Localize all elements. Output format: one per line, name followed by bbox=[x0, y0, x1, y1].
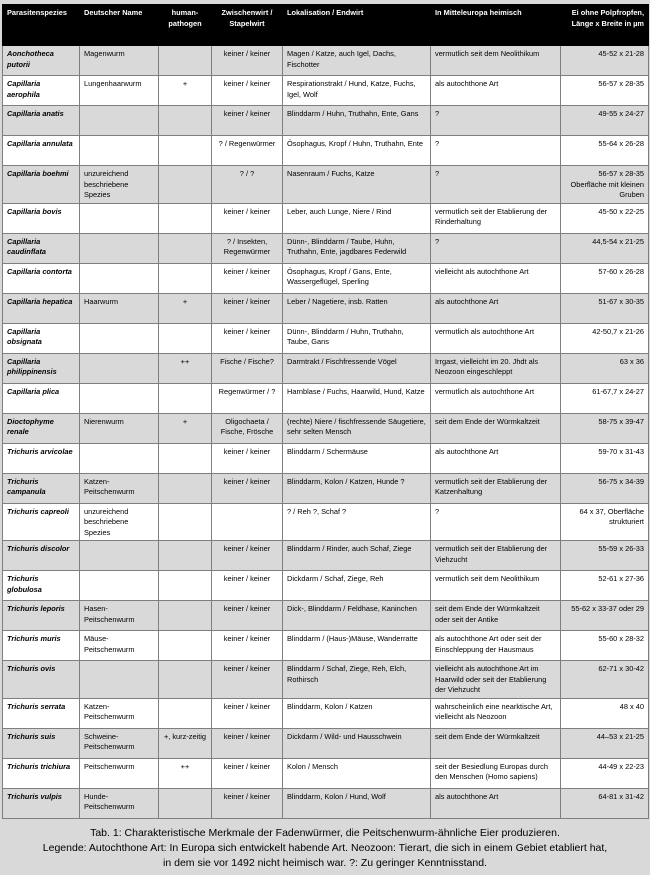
intermediate-host-cell: keiner / keiner bbox=[212, 601, 283, 631]
localisation-cell: Leber, auch Lunge, Niere / Rind bbox=[283, 203, 431, 233]
german-name-cell bbox=[80, 263, 159, 293]
localisation-cell: Blinddarm, Kolon / Hund, Wolf bbox=[283, 788, 431, 818]
human-pathogen-cell bbox=[159, 661, 212, 699]
german-name-cell: unzureichend beschriebene Spezies bbox=[80, 166, 159, 204]
native-cell: vielleicht als autochthone Art bbox=[431, 263, 561, 293]
localisation-cell: Leber / Nagetiere, insb. Ratten bbox=[283, 293, 431, 323]
egg-size-cell: 44-49 x 22-23 bbox=[561, 758, 649, 788]
species-cell: Trichuris discolor bbox=[3, 541, 80, 571]
intermediate-host-cell: keiner / keiner bbox=[212, 571, 283, 601]
native-cell: seit dem Ende der Würmkaltzeit bbox=[431, 413, 561, 443]
table-row bbox=[3, 106, 649, 136]
intermediate-host-cell: keiner / keiner bbox=[212, 758, 283, 788]
table-row bbox=[3, 541, 649, 571]
table-row bbox=[3, 631, 649, 661]
species-cell: Dioctophyme renale bbox=[3, 413, 80, 443]
human-pathogen-cell: + bbox=[159, 413, 212, 443]
table-row bbox=[3, 203, 649, 233]
native-cell: Irrgast, vielleicht im 20. Jhdt als Neozoon eingeschleppt bbox=[431, 353, 561, 383]
localisation-cell: Blinddarm / Rinder, auch Schaf, Ziege bbox=[283, 541, 431, 571]
human-pathogen-cell bbox=[159, 698, 212, 728]
native-cell: vermutlich seit dem Neolithikum bbox=[431, 571, 561, 601]
german-name-cell bbox=[80, 353, 159, 383]
egg-size-cell: 61-67,7 x 24-27 bbox=[561, 383, 649, 413]
egg-size-cell: 55-60 x 28-32 bbox=[561, 631, 649, 661]
egg-size-cell: 56-57 x 28-35 bbox=[561, 76, 649, 106]
localisation-cell: Blinddarm / Huhn, Truthahn, Ente, Gans bbox=[283, 106, 431, 136]
intermediate-host-cell: Regenwürmer / ? bbox=[212, 383, 283, 413]
human-pathogen-cell bbox=[159, 503, 212, 541]
intermediate-host-cell: keiner / keiner bbox=[212, 76, 283, 106]
species-cell: Trichuris vulpis bbox=[3, 788, 80, 818]
localisation-cell: Dick-, Blinddarm / Feldhase, Kaninchen bbox=[283, 601, 431, 631]
german-name-cell: Katzen-Peitschenwurm bbox=[80, 698, 159, 728]
intermediate-host-cell: Oligochaeta / Fische, Frösche bbox=[212, 413, 283, 443]
native-cell: als autochthone Art bbox=[431, 443, 561, 473]
species-cell: Trichuris serrata bbox=[3, 698, 80, 728]
species-cell: Trichuris campanula bbox=[3, 473, 80, 503]
german-name-cell: Mäuse-Peitschenwurm bbox=[80, 631, 159, 661]
egg-size-cell: 57-60 x 26-28 bbox=[561, 263, 649, 293]
table-row bbox=[3, 263, 649, 293]
intermediate-host-cell: ? / Regenwürmer bbox=[212, 136, 283, 166]
species-cell: Capillaria bovis bbox=[3, 203, 80, 233]
table-row bbox=[3, 323, 649, 353]
species-cell: Trichuris muris bbox=[3, 631, 80, 661]
species-cell: Capillaria contorta bbox=[3, 263, 80, 293]
native-cell: ? bbox=[431, 136, 561, 166]
german-name-cell bbox=[80, 443, 159, 473]
header-localisation: Lokalisation / Endwirt bbox=[283, 5, 431, 46]
egg-size-cell: 49-55 x 24-27 bbox=[561, 106, 649, 136]
egg-size-cell: 44,5-54 x 21-25 bbox=[561, 233, 649, 263]
german-name-cell bbox=[80, 571, 159, 601]
species-cell: Capillaria philippinensis bbox=[3, 353, 80, 383]
german-name-cell: unzureichend beschriebene Spezies bbox=[80, 503, 159, 541]
localisation-cell: Ösophagus, Kropf / Gans, Ente, Wassergeflügel, Sperling bbox=[283, 263, 431, 293]
table-row bbox=[3, 661, 649, 699]
egg-size-cell: 55-59 x 26-33 bbox=[561, 541, 649, 571]
human-pathogen-cell bbox=[159, 571, 212, 601]
egg-size-cell: 58-75 x 39-47 bbox=[561, 413, 649, 443]
human-pathogen-cell bbox=[159, 473, 212, 503]
human-pathogen-cell bbox=[159, 631, 212, 661]
human-pathogen-cell bbox=[159, 541, 212, 571]
human-pathogen-cell bbox=[159, 203, 212, 233]
species-cell: Capillaria hepatica bbox=[3, 293, 80, 323]
table-row bbox=[3, 353, 649, 383]
intermediate-host-cell: keiner / keiner bbox=[212, 631, 283, 661]
localisation-cell: Dickdarm / Wild- und Hausschwein bbox=[283, 728, 431, 758]
intermediate-host-cell: ? / ? bbox=[212, 166, 283, 204]
species-cell: Trichuris globulosa bbox=[3, 571, 80, 601]
header-species: Parasitenspezies bbox=[3, 5, 80, 46]
localisation-cell: Ösophagus, Kropf / Huhn, Truthahn, Ente bbox=[283, 136, 431, 166]
intermediate-host-cell bbox=[212, 503, 283, 541]
caption-legend-continued: in dem sie vor 1492 nicht heimisch war. ?: Zu geringer Kenntnisstand. bbox=[163, 857, 487, 869]
localisation-cell: Magen / Katze, auch Igel, Dachs, Fischotter bbox=[283, 46, 431, 76]
egg-size-cell: 64-81 x 31-42 bbox=[561, 788, 649, 818]
human-pathogen-cell bbox=[159, 601, 212, 631]
localisation-cell: ? / Reh ?, Schaf ? bbox=[283, 503, 431, 541]
german-name-cell bbox=[80, 661, 159, 699]
intermediate-host-cell: keiner / keiner bbox=[212, 46, 283, 76]
human-pathogen-cell: ++ bbox=[159, 353, 212, 383]
table-row bbox=[3, 383, 649, 413]
egg-size-cell: 45-50 x 22-25 bbox=[561, 203, 649, 233]
german-name-cell: Haarwurm bbox=[80, 293, 159, 323]
species-cell: Capillaria anatis bbox=[3, 106, 80, 136]
egg-size-cell: 59-70 x 31-43 bbox=[561, 443, 649, 473]
native-cell: vermutlich seit dem Neolithikum bbox=[431, 46, 561, 76]
header-native: In Mitteleuropa heimisch bbox=[431, 5, 561, 46]
header-intermediate-host: Zwischenwirt / Stapelwirt bbox=[212, 5, 283, 46]
german-name-cell: Lungenhaarwurm bbox=[80, 76, 159, 106]
human-pathogen-cell bbox=[159, 166, 212, 204]
human-pathogen-cell: + bbox=[159, 293, 212, 323]
egg-size-cell: 62-71 x 30-42 bbox=[561, 661, 649, 699]
species-cell: Capillaria annulata bbox=[3, 136, 80, 166]
localisation-cell: Blinddarm / Schaf, Ziege, Reh, Elch, Rothirsch bbox=[283, 661, 431, 699]
human-pathogen-cell bbox=[159, 323, 212, 353]
native-cell: vermutlich seit der Etablierung der Katzenhaltung bbox=[431, 473, 561, 503]
species-cell: Capillaria boehmi bbox=[3, 166, 80, 204]
table-row bbox=[3, 136, 649, 166]
species-cell: Trichuris trichiura bbox=[3, 758, 80, 788]
intermediate-host-cell: keiner / keiner bbox=[212, 698, 283, 728]
species-cell: Trichuris leporis bbox=[3, 601, 80, 631]
human-pathogen-cell: ++ bbox=[159, 758, 212, 788]
header-egg-size: Ei ohne Polpfropfen, Länge x Breite in µm bbox=[561, 5, 649, 46]
localisation-cell: Blinddarm, Kolon / Katzen bbox=[283, 698, 431, 728]
caption-title: Tab. 1: Charakteristische Merkmale der Fadenwürmer, die Peitschenwurm-ähnliche Eier produzieren. bbox=[90, 827, 560, 839]
localisation-cell: Blinddarm, Kolon / Katzen, Hunde ? bbox=[283, 473, 431, 503]
localisation-cell: Darmtrakt / Fischfressende Vögel bbox=[283, 353, 431, 383]
egg-size-cell: 64 x 37, Oberfläche strukturiert bbox=[561, 503, 649, 541]
localisation-cell: Harnblase / Fuchs, Haarwild, Hund, Katze bbox=[283, 383, 431, 413]
egg-size-cell: 44–53 x 21-25 bbox=[561, 728, 649, 758]
human-pathogen-cell bbox=[159, 136, 212, 166]
native-cell: ? bbox=[431, 233, 561, 263]
localisation-cell: Dickdarm / Schaf, Ziege, Reh bbox=[283, 571, 431, 601]
human-pathogen-cell bbox=[159, 106, 212, 136]
egg-size-cell: 56-57 x 28-35 Oberfläche mit kleinen Gruben bbox=[561, 166, 649, 204]
native-cell: als autochthone Art bbox=[431, 788, 561, 818]
human-pathogen-cell: + bbox=[159, 76, 212, 106]
intermediate-host-cell: keiner / keiner bbox=[212, 728, 283, 758]
german-name-cell bbox=[80, 541, 159, 571]
german-name-cell: Schweine-Peitschenwurm bbox=[80, 728, 159, 758]
species-cell: Capillaria aerophila bbox=[3, 76, 80, 106]
german-name-cell: Hunde-Peitschenwurm bbox=[80, 788, 159, 818]
native-cell: ? bbox=[431, 503, 561, 541]
human-pathogen-cell: +, kurz-zeitig bbox=[159, 728, 212, 758]
native-cell: vermutlich seit der Etablierung der Rinderhaltung bbox=[431, 203, 561, 233]
native-cell: als autochthone Art oder seit der Einschleppung der Hausmaus bbox=[431, 631, 561, 661]
table-row bbox=[3, 443, 649, 473]
german-name-cell bbox=[80, 136, 159, 166]
human-pathogen-cell bbox=[159, 233, 212, 263]
native-cell: vielleicht als autochthone Art im Haarwild oder seit der Etablierung der Viehzucht bbox=[431, 661, 561, 699]
intermediate-host-cell: ? / Insekten, Regenwürmer bbox=[212, 233, 283, 263]
caption-legend: Legende: Autochthone Art: In Europa sich entwickelt habende Art. Neozoon: Tierart, die sich in einem Gebiet etabliert hat, bbox=[42, 842, 608, 854]
egg-size-cell: 42-50,7 x 21-26 bbox=[561, 323, 649, 353]
species-cell: Aonchotheca putorii bbox=[3, 46, 80, 76]
localisation-cell: Kolon / Mensch bbox=[283, 758, 431, 788]
table-row bbox=[3, 728, 649, 758]
intermediate-host-cell: keiner / keiner bbox=[212, 443, 283, 473]
human-pathogen-cell bbox=[159, 46, 212, 76]
intermediate-host-cell: Fische / Fische? bbox=[212, 353, 283, 383]
localisation-cell: Respirationstrakt / Hund, Katze, Fuchs, Igel, Wolf bbox=[283, 76, 431, 106]
intermediate-host-cell: keiner / keiner bbox=[212, 473, 283, 503]
table-row bbox=[3, 413, 649, 443]
table-caption bbox=[0, 826, 650, 871]
intermediate-host-cell: keiner / keiner bbox=[212, 263, 283, 293]
intermediate-host-cell: keiner / keiner bbox=[212, 106, 283, 136]
german-name-cell bbox=[80, 106, 159, 136]
localisation-cell: Dünn-, Blinddarm / Huhn, Truthahn, Taube, Gans bbox=[283, 323, 431, 353]
species-cell: Trichuris capreoli bbox=[3, 503, 80, 541]
table-row bbox=[3, 293, 649, 323]
native-cell: als autochthone Art bbox=[431, 293, 561, 323]
localisation-cell: Dünn-, Blinddarm / Taube, Huhn, Truthahn, Ente, jagdbares Federwild bbox=[283, 233, 431, 263]
localisation-cell: Blinddarm / Schermäuse bbox=[283, 443, 431, 473]
german-name-cell bbox=[80, 323, 159, 353]
egg-size-cell: 48 x 40 bbox=[561, 698, 649, 728]
table-header-row bbox=[3, 5, 649, 46]
native-cell: wahrscheinlich eine nearktische Art, vielleicht als Neozoon bbox=[431, 698, 561, 728]
native-cell: als autochthone Art bbox=[431, 76, 561, 106]
table-row bbox=[3, 601, 649, 631]
table-row bbox=[3, 46, 649, 76]
native-cell: vermutlich als autochthone Art bbox=[431, 323, 561, 353]
intermediate-host-cell: keiner / keiner bbox=[212, 323, 283, 353]
native-cell: seit dem Ende der Würmkaltzeit oder seit der Antike bbox=[431, 601, 561, 631]
table-body bbox=[3, 46, 649, 819]
native-cell: seit dem Ende der Würmkaltzeit bbox=[431, 728, 561, 758]
native-cell: vermutlich als autochthone Art bbox=[431, 383, 561, 413]
human-pathogen-cell bbox=[159, 788, 212, 818]
german-name-cell bbox=[80, 203, 159, 233]
german-name-cell: Hasen-Peitschenwurm bbox=[80, 601, 159, 631]
german-name-cell: Nierenwurm bbox=[80, 413, 159, 443]
localisation-cell: (rechte) Niere / fischfressende Säugetiere, sehr selten Mensch bbox=[283, 413, 431, 443]
species-cell: Capillaria obsignata bbox=[3, 323, 80, 353]
egg-size-cell: 56-75 x 34-39 bbox=[561, 473, 649, 503]
table-row bbox=[3, 788, 649, 818]
table-row bbox=[3, 233, 649, 263]
table-row bbox=[3, 166, 649, 204]
egg-size-cell: 55-62 x 33-37 oder 29 bbox=[561, 601, 649, 631]
intermediate-host-cell: keiner / keiner bbox=[212, 788, 283, 818]
native-cell: vermutlich seit der Etablierung der Viehzucht bbox=[431, 541, 561, 571]
german-name-cell: Peitschenwurm bbox=[80, 758, 159, 788]
egg-size-cell: 52-61 x 27-36 bbox=[561, 571, 649, 601]
intermediate-host-cell: keiner / keiner bbox=[212, 541, 283, 571]
header-human-pathogen: human-pathogen bbox=[159, 5, 212, 46]
german-name-cell: Magenwurm bbox=[80, 46, 159, 76]
german-name-cell bbox=[80, 383, 159, 413]
localisation-cell: Blinddarm / (Haus-)Mäuse, Wanderratte bbox=[283, 631, 431, 661]
table-row bbox=[3, 76, 649, 106]
species-cell: Trichuris suis bbox=[3, 728, 80, 758]
german-name-cell: Katzen-Peitschenwurm bbox=[80, 473, 159, 503]
egg-size-cell: 45-52 x 21-28 bbox=[561, 46, 649, 76]
intermediate-host-cell: keiner / keiner bbox=[212, 203, 283, 233]
species-cell: Trichuris arvicolae bbox=[3, 443, 80, 473]
intermediate-host-cell: keiner / keiner bbox=[212, 293, 283, 323]
native-cell: ? bbox=[431, 166, 561, 204]
human-pathogen-cell bbox=[159, 383, 212, 413]
species-cell: Capillaria caudinflata bbox=[3, 233, 80, 263]
species-cell: Capillaria plica bbox=[3, 383, 80, 413]
table-row bbox=[3, 503, 649, 541]
intermediate-host-cell: keiner / keiner bbox=[212, 661, 283, 699]
localisation-cell: Nasenraum / Fuchs, Katze bbox=[283, 166, 431, 204]
native-cell: seit der Besiedlung Europas durch den Menschen (Homo sapiens) bbox=[431, 758, 561, 788]
table-row bbox=[3, 758, 649, 788]
table-row bbox=[3, 571, 649, 601]
human-pathogen-cell bbox=[159, 443, 212, 473]
human-pathogen-cell bbox=[159, 263, 212, 293]
egg-size-cell: 55-64 x 26-28 bbox=[561, 136, 649, 166]
species-cell: Trichuris ovis bbox=[3, 661, 80, 699]
table-row bbox=[3, 698, 649, 728]
header-german-name: Deutscher Name bbox=[80, 5, 159, 46]
parasite-table bbox=[2, 4, 649, 819]
egg-size-cell: 51-67 x 30-35 bbox=[561, 293, 649, 323]
native-cell: ? bbox=[431, 106, 561, 136]
egg-size-cell: 63 x 36 bbox=[561, 353, 649, 383]
german-name-cell bbox=[80, 233, 159, 263]
table-row bbox=[3, 473, 649, 503]
